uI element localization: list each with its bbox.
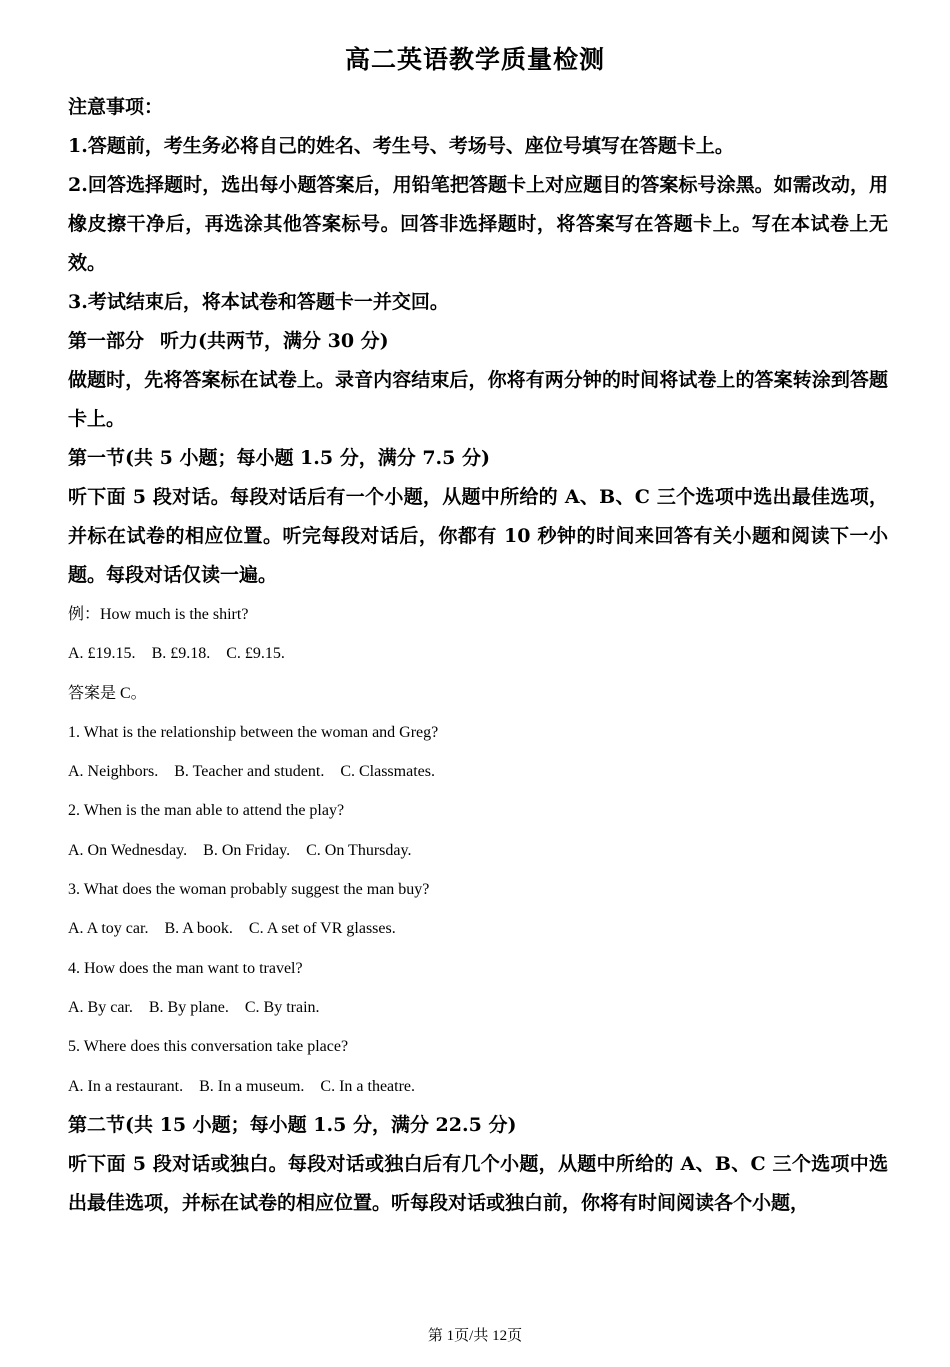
notice-item-2: 2.回答选择题时，选出每小题答案后，用铅笔把答题卡上对应题目的答案标号涂黑。如需改动，用橡皮擦干净后，再选涂其他答案标号。回答非选择题时，将答案写在答题卡上。写在本试卷上无效。 (68, 174, 888, 274)
option: B. In a museum. (199, 1077, 305, 1095)
notice-heading: 注意事项： (68, 96, 164, 118)
option: B. On Friday. (203, 841, 291, 859)
question-3: 3. What does the woman probably suggest the man buy? (68, 881, 430, 899)
example-question: 例：How much is the shirt? (68, 606, 249, 623)
option: C. £9.15. (226, 645, 285, 663)
option: C. On Thursday. (306, 841, 412, 859)
section2-instruction: 听下面 5 段对话或独白。每段对话或独白后有几个小题，从题中所给的 A、B、C 三个选项中选出最佳选项，并标在试卷的相应位置。听每段对话或独白前，你将有时间阅读各个小题， (68, 1152, 888, 1214)
question-1-options (68, 752, 888, 791)
option: C. By train. (244, 998, 320, 1016)
section2-heading: 第二节(共 15 小题；每小题 1.5 分，满分 22.5 分) (68, 1113, 517, 1136)
question-5-options (68, 1067, 888, 1106)
notice-item-3: 3.考试结束后，将本试卷和答题卡一并交回。 (68, 291, 449, 313)
example-options (68, 634, 888, 673)
part1-heading-label: 第一部分 (68, 330, 145, 352)
section1-heading: 第一节(共 5 小题；每小题 1.5 分，满分 7.5 分) (68, 447, 490, 469)
option: C. In a theatre. (320, 1077, 416, 1095)
question-1: 1. What is the relationship between the woman and Greg? (68, 723, 439, 741)
part1-heading-title: 听力(共两节，满分 30 分) (160, 330, 389, 352)
part1-heading (68, 322, 888, 361)
option: A. £19.15. (68, 645, 136, 663)
option: A. By car. (68, 998, 133, 1016)
section1-instruction: 听下面 5 段对话。每段对话后有一个小题，从题中所给的 A、B、C 三个选项中选出最佳选项，并标在试卷的相应位置。听完每段对话后，你都有 10 秒钟的时间来回答有关小题和阅读下一小题。每段对话仅读一遍。 (68, 486, 888, 586)
option: C. Classmates. (340, 763, 435, 781)
page-footer: 第 1页/共 12页 (427, 1328, 523, 1344)
question-4: 4. How does the man want to travel? (68, 959, 303, 977)
question-2-options (68, 831, 888, 870)
option: A. A toy car. (68, 920, 149, 938)
question-4-options (68, 988, 888, 1027)
notice-item-1: 1.答题前，考生务必将自己的姓名、考生号、考场号、座位号填写在答题卡上。 (68, 135, 734, 157)
question-5: 5. Where does this conversation take place? (68, 1038, 349, 1056)
option: B. Teacher and student. (174, 763, 325, 781)
example-answer: 答案是 C。 (68, 684, 147, 702)
part1-instruction: 做题时，先将答案标在试卷上。录音内容结束后，你将有两分钟的时间将试卷上的答案转涂到答题卡上。 (68, 369, 888, 430)
exam-content (68, 88, 888, 1223)
question-3-options (68, 909, 888, 948)
option: B. £9.18. (151, 645, 211, 663)
option: B. A book. (164, 920, 233, 938)
page-title: 高二英语教学质量检测 (344, 45, 605, 74)
option: B. By plane. (148, 998, 229, 1016)
option: A. On Wednesday. (68, 841, 188, 859)
option: C. A set of VR glasses. (248, 920, 396, 938)
option: A. In a restaurant. (68, 1077, 184, 1095)
option: A. Neighbors. (68, 763, 159, 781)
question-2: 2. When is the man able to attend the play? (68, 802, 345, 820)
